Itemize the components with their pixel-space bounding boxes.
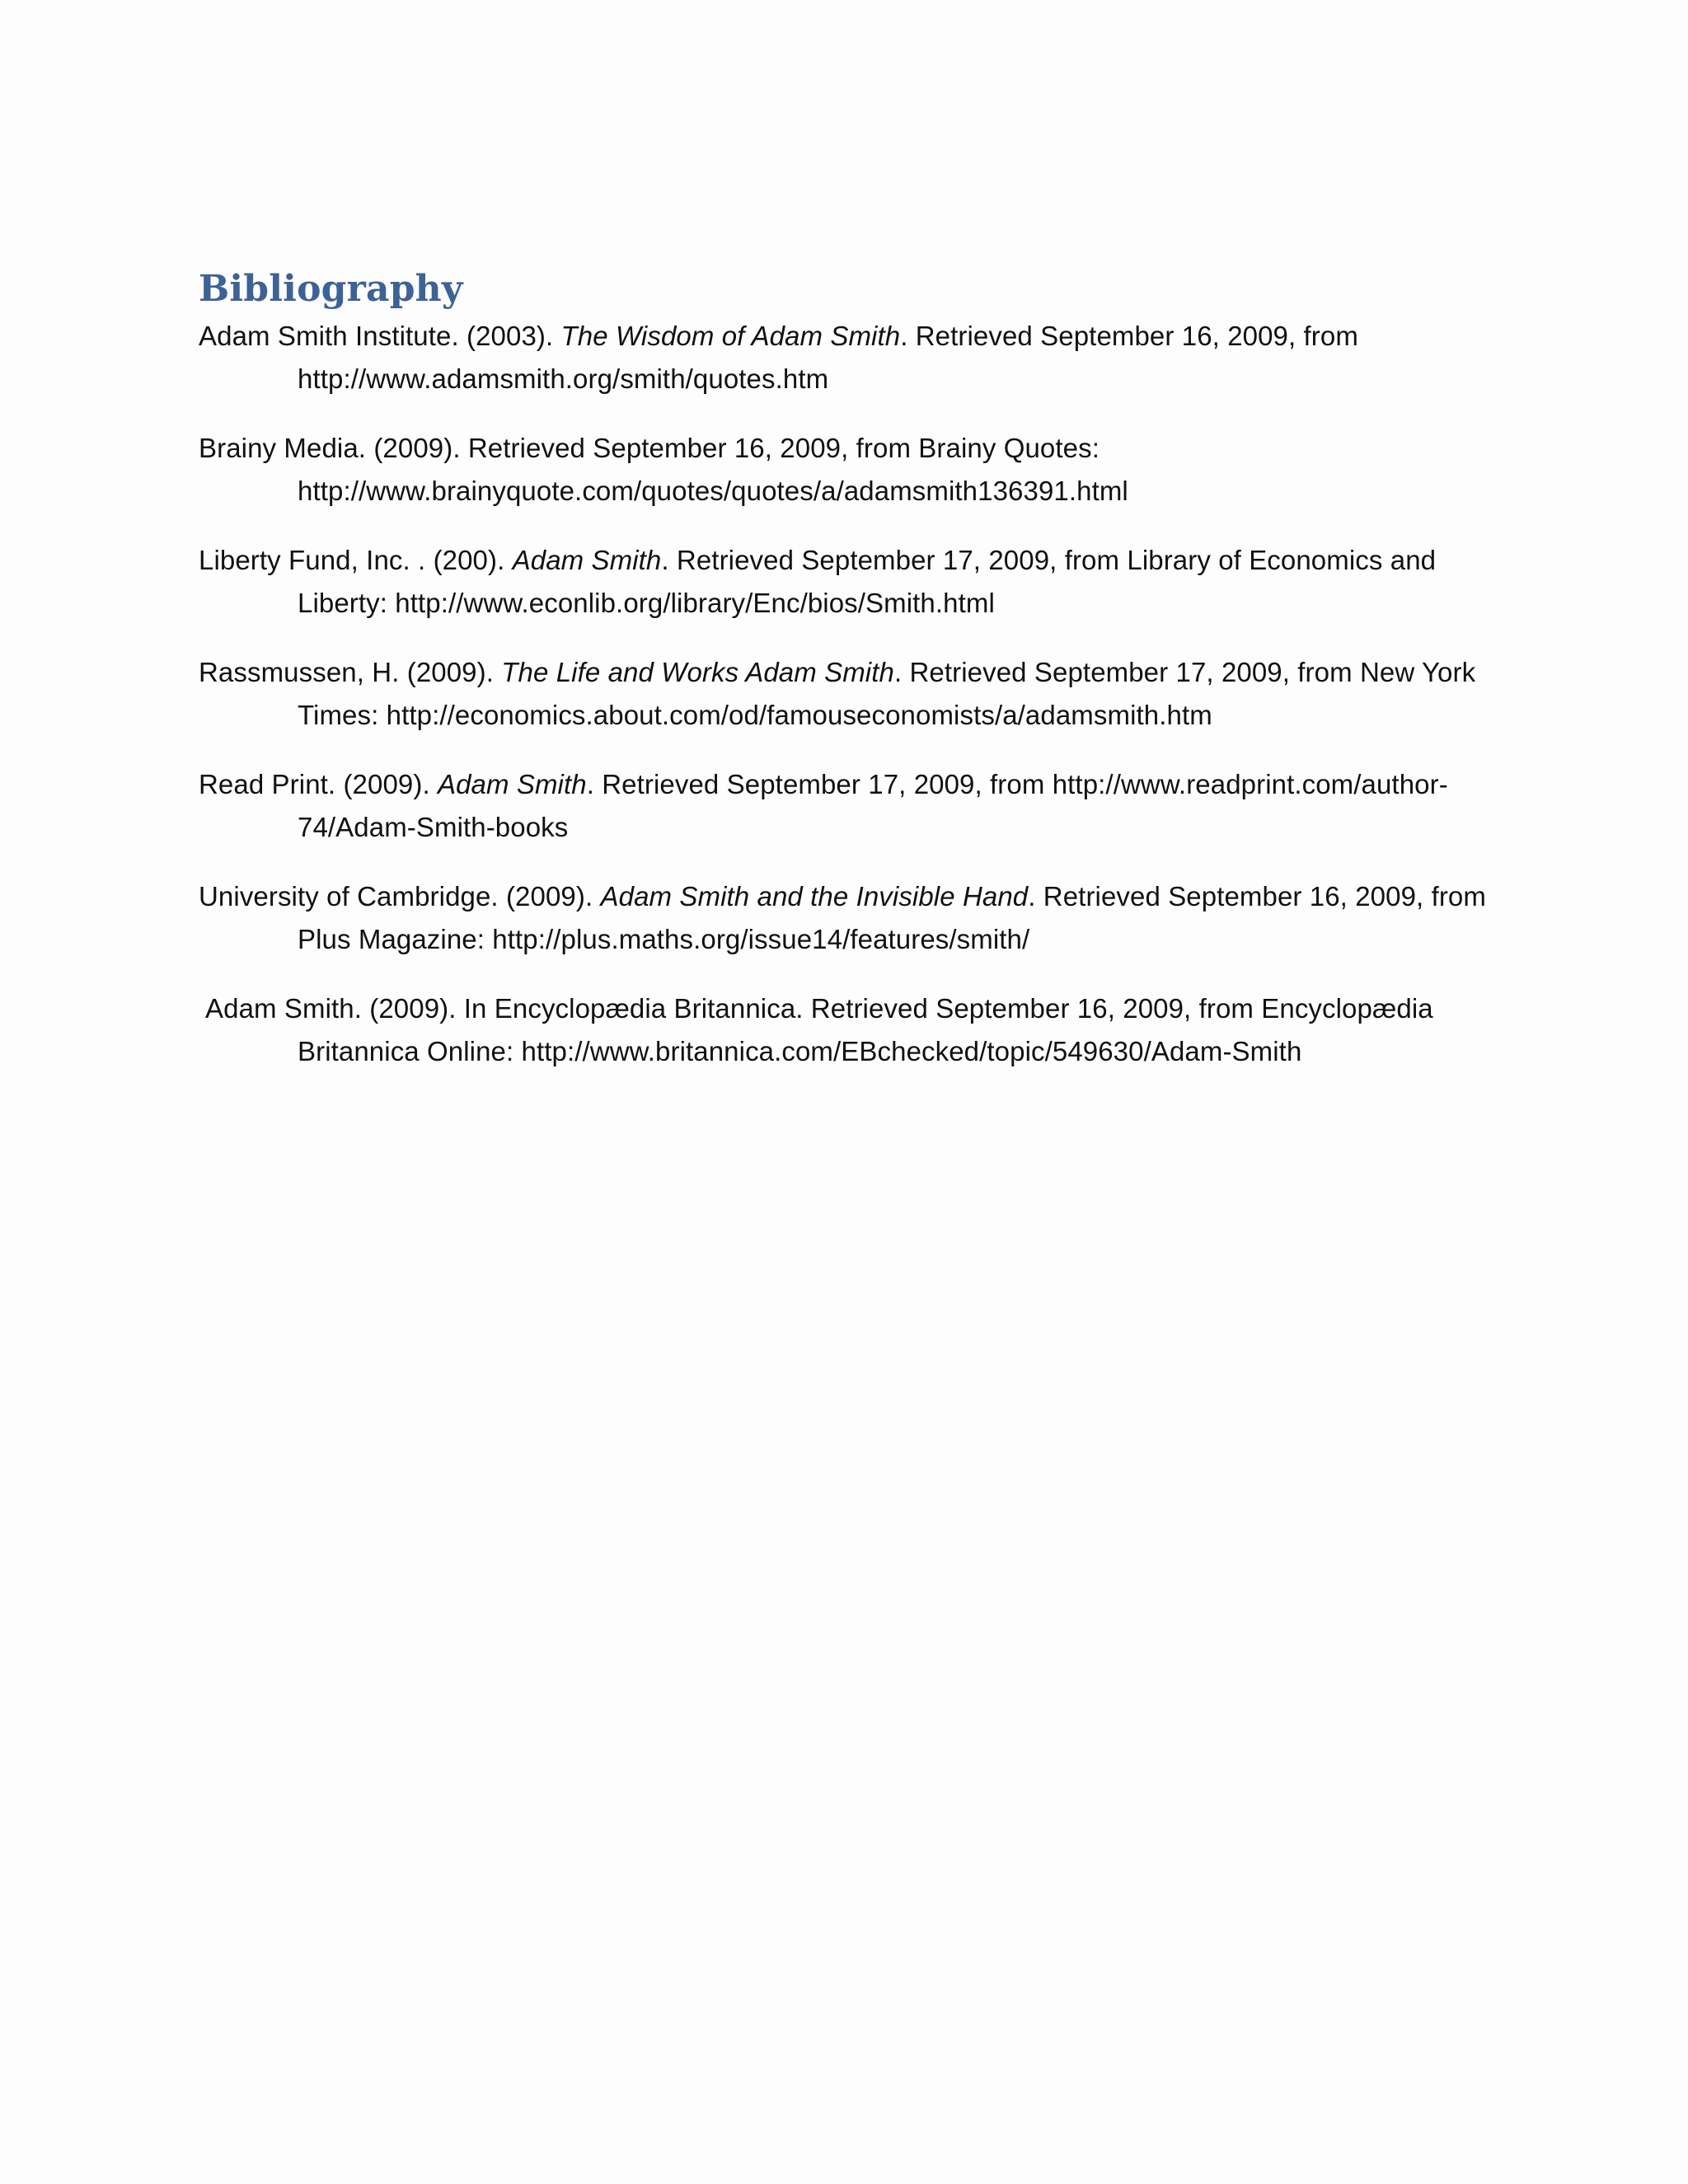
entry-title: Adam Smith <box>437 769 587 799</box>
entry-text: . Retrieved September 16, 2009, from Plus Magazine: http://plus.maths.org/issue14/features/smith/ <box>298 881 1486 954</box>
bibliography-heading: Bibliography <box>199 268 463 310</box>
bibliography-section <box>199 262 1517 1099</box>
entry-text: Rassmussen, H. (2009). <box>199 657 502 687</box>
entry-title: Adam Smith <box>512 545 662 575</box>
bibliography-entry <box>199 651 1517 737</box>
entry-text: Adam Smith Institute. (2003). <box>199 321 561 351</box>
bibliography-entry <box>199 539 1517 625</box>
bibliography-entry <box>199 875 1517 961</box>
entry-text: Read Print. (2009). <box>199 769 438 799</box>
bibliography-entry <box>199 427 1517 513</box>
bibliography-entry <box>205 987 1517 1073</box>
entry-text: . Retrieved September 17, 2009, from New York Times: http://economics.about.com/od/famouseconomists/a/adamsmith.htm <box>298 657 1476 730</box>
entry-text: Adam Smith. (2009). In Encyclopædia Britannica. Retrieved September 16, 2009, from Encyclopædia Britannica Online: http://www.britannica.com/EBchecked/topic/549630/Adam-Smith <box>205 993 1433 1066</box>
entry-text: Liberty Fund, Inc. . (200). <box>199 545 513 575</box>
entry-title: Adam Smith and the Invisible Hand <box>600 881 1029 912</box>
entry-title: The Wisdom of Adam Smith <box>560 321 901 351</box>
entry-title: The Life and Works Adam Smith <box>501 657 894 687</box>
entry-text: University of Cambridge. (2009). <box>199 881 601 912</box>
entry-text: Brainy Media. (2009). Retrieved September 16, 2009, from Brainy Quotes: http://www.brainyquote.com/quotes/quotes/a/adamsmith136391.html <box>199 433 1128 506</box>
entry-text: . Retrieved September 17, 2009, from Library of Economics and Liberty: http://www.econlib.org/library/Enc/bios/Smith.html <box>298 545 1437 618</box>
entry-text: . Retrieved September 17, 2009, from http://www.readprint.com/author-74/Adam-Smith-books <box>298 769 1448 842</box>
bibliography-entry <box>199 763 1517 849</box>
entry-text: . Retrieved September 16, 2009, from http://www.adamsmith.org/smith/quotes.htm <box>298 321 1358 394</box>
bibliography-entry <box>199 315 1517 401</box>
